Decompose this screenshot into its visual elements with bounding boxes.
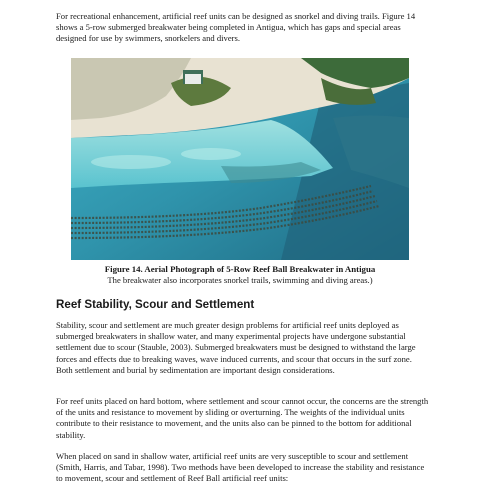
- body-paragraph-stability: Stability, scour and settlement are much greater design problems for artificial reef units deployed as submerged breakwaters in shallow water, and many experimental projects have undergone substantial settlement due to scour (Stauble, 2003). Submerged breakwaters must be designed to withstand the large forces and effects due to breaking waves, wave induced currents, and scour that occurs in the surf zone. Both settlement and burial by sedimentation are important design considerations.: [56, 320, 416, 375]
- intro-paragraph: For recreational enhancement, artificial reef units can be designed as snorkel and diving trails. Figure 14 shows a 5-row submerged breakwater being completed in Antigua, which has gaps and special areas designed for use by swimmers, snorkelers and divers.: [56, 11, 416, 44]
- aerial-photograph: [71, 58, 409, 260]
- body-paragraph-sand: When placed on sand in shallow water, artificial reef units are very susceptible to scour and settlement (Smith, Harris, and Tabar, 1998). Two methods have been developed to increase the stability and resistance to movement, scour and settlement of Reef Ball artificial reef units:: [56, 451, 425, 484]
- figure-caption-title: Figure 14. Aerial Photograph of 5-Row Reef Ball Breakwater in Antigua: [104, 264, 376, 274]
- section-heading: Reef Stability, Scour and Settlement: [56, 298, 255, 311]
- figure-caption-note: The breakwater also incorporates snorkel trails, swimming and diving areas.): [107, 275, 373, 285]
- body-paragraph-hard-bottom: For reef units placed on hard bottom, where settlement and scour cannot occur, the concerns are the strength of the units and resistance to movement by sliding or overturning. The weights of the individual units contribute to their resistance to movement, and the units also can be pinned to the bottom for additional stability.: [56, 396, 429, 440]
